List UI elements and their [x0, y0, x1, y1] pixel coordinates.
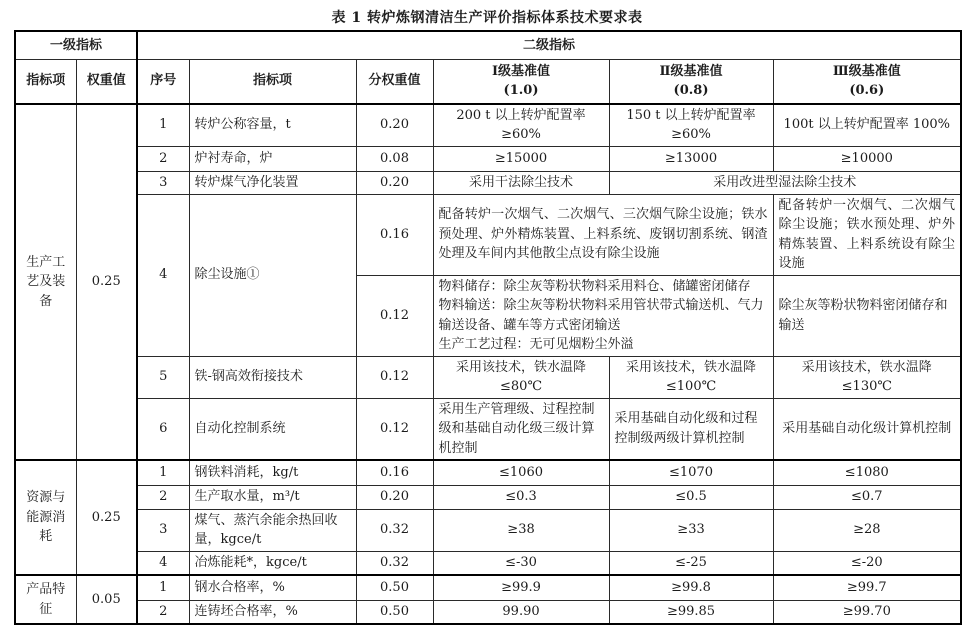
grade3-value-cell: ≥99.7	[773, 575, 961, 600]
grade1-value-cell: ≤-30	[433, 551, 609, 575]
item-cell: 生产取水量，m³/t	[189, 485, 356, 509]
item-cell: 自动化控制系统	[189, 398, 356, 460]
seq-cell: 5	[137, 356, 189, 398]
table-row	[15, 485, 961, 509]
col-header-subweight: 分权重值	[356, 59, 433, 104]
grade3-value-cell: ≤-20	[773, 551, 961, 575]
table-row	[15, 398, 961, 460]
header-row-1	[15, 31, 961, 59]
grade1-value-cell: ≤1060	[433, 460, 609, 485]
subweight-cell: 0.12	[356, 275, 433, 356]
col-header-grade3	[773, 59, 961, 104]
grade2-value-cell: ≤-25	[609, 551, 773, 575]
seq-cell: 2	[137, 146, 189, 171]
grade23-merged-value-cell: 采用改进型湿法除尘技术	[609, 171, 961, 194]
grade1-value-cell: 200 t 以上转炉配置率≥60%	[433, 104, 609, 147]
process-line: 生产工艺过程：无可见烟粉尘外溢	[438, 337, 634, 352]
section3-name-cell: 产品特征	[15, 575, 76, 624]
subweight-cell: 0.50	[356, 600, 433, 624]
grade2-value-cell: 采用该技术，铁水温降≤100℃	[609, 356, 773, 398]
seq-cell: 2	[137, 485, 189, 509]
item-cell: 钢水合格率，%	[189, 575, 356, 600]
section2-name-cell: 资源与能源消耗	[15, 460, 76, 575]
section2-weight-cell: 0.25	[76, 460, 137, 575]
grade3-value-cell: ≥28	[773, 509, 961, 551]
item-cell: 冶炼能耗*，kgce/t	[189, 551, 356, 575]
item-cell: 除尘设施①	[189, 194, 356, 356]
grade2-weight: (0.8)	[673, 83, 709, 98]
item-cell: 钢铁料消耗，kg/t	[189, 460, 356, 485]
grade1-weight: (1.0)	[503, 83, 539, 98]
grade1-value-cell: ≥38	[433, 509, 609, 551]
level1-header: 一级指标	[15, 31, 137, 59]
level2-header: 二级指标	[137, 31, 961, 59]
subweight-cell: 0.12	[356, 356, 433, 398]
subweight-cell: 0.16	[356, 460, 433, 485]
grade1-value-cell: 采用干法除尘技术	[433, 171, 609, 194]
col-header-item2: 指标项	[189, 59, 356, 104]
material-transport-line: 物料输送：除尘灰等粉状物料采用管状带式输送机、气力输送设备、罐车等方式密闭输送	[438, 298, 764, 333]
col-header-weight1: 权重值	[76, 59, 137, 104]
seq-cell: 3	[137, 171, 189, 194]
table-row	[15, 575, 961, 600]
seq-cell: 1	[137, 460, 189, 485]
item-cell: 煤气、蒸汽余能余热回收量，kgce/t	[189, 509, 356, 551]
header-row-2	[15, 59, 961, 104]
table-row	[15, 104, 961, 147]
table-row	[15, 194, 961, 275]
grade3-value-cell: ≤1080	[773, 460, 961, 485]
grade3-label: Ⅲ级基准值	[832, 63, 901, 79]
table-row	[15, 551, 961, 575]
seq-cell: 3	[137, 509, 189, 551]
seq-cell: 4	[137, 551, 189, 575]
subweight-cell: 0.08	[356, 146, 433, 171]
section3-weight-cell: 0.05	[76, 575, 137, 624]
seq-cell: 4	[137, 194, 189, 356]
table-row	[15, 171, 961, 194]
grade3-value-cell: ≤0.7	[773, 485, 961, 509]
grade1-value-cell: 99.90	[433, 600, 609, 624]
grade2-value-cell: ≥99.85	[609, 600, 773, 624]
table-title: 表 1 转炉炼钢清洁生产评价指标体系技术要求表	[331, 10, 643, 26]
subweight-cell: 0.50	[356, 575, 433, 600]
grade12-merged-value-cell: 配备转炉一次烟气、二次烟气、三次烟气除尘设施；铁水预处理、炉外精炼装置、上料系统、废钢切割系统、钢渣处理及车间内其他散尘点设有除尘设施	[433, 194, 773, 275]
grade1-value-cell: 采用生产管理级、过程控制级和基础自动化级三级计算机控制	[433, 398, 609, 460]
grade2-value-cell: ≥33	[609, 509, 773, 551]
indicator-table	[14, 30, 962, 625]
grade2-label: Ⅱ级基准值	[659, 63, 723, 79]
grade12-merged-value-cell	[433, 275, 773, 356]
subweight-cell: 0.16	[356, 194, 433, 275]
section1-weight-cell: 0.25	[76, 104, 137, 461]
grade2-value-cell: 150 t 以上转炉配置率≥60%	[609, 104, 773, 147]
grade3-value-cell: 100t 以上转炉配置率 100%	[773, 104, 961, 147]
grade2-value-cell: ≤0.5	[609, 485, 773, 509]
grade3-value-cell: 采用基础自动化级计算机控制	[773, 398, 961, 460]
seq-cell: 1	[137, 575, 189, 600]
table-row	[15, 146, 961, 171]
grade1-value-cell: ≥99.9	[433, 575, 609, 600]
grade3-value-cell: ≥10000	[773, 146, 961, 171]
table-row	[15, 600, 961, 624]
subweight-cell: 0.20	[356, 171, 433, 194]
grade2-value-cell: ≤1070	[609, 460, 773, 485]
grade1-label: Ⅰ级基准值	[491, 63, 551, 79]
col-header-seq: 序号	[137, 59, 189, 104]
subweight-cell: 0.20	[356, 485, 433, 509]
grade3-value-cell: 配备转炉一次烟气、二次烟气除尘设施；铁水预处理、炉外精炼装置、上料系统设有除尘设施	[773, 194, 961, 275]
grade3-weight: (0.6)	[849, 83, 885, 98]
item-cell: 连铸坯合格率，%	[189, 600, 356, 624]
grade1-value-cell: ≤0.3	[433, 485, 609, 509]
grade2-value-cell: ≥13000	[609, 146, 773, 171]
grade1-value-cell: ≥15000	[433, 146, 609, 171]
material-storage-line: 物料储存：除尘灰等粉状物料采用料仓、储罐密闭储存	[438, 278, 751, 294]
section1-name-cell: 生产工艺及装备	[15, 104, 76, 461]
seq-cell: 1	[137, 104, 189, 147]
subweight-cell: 0.32	[356, 509, 433, 551]
grade2-value-cell: ≥99.8	[609, 575, 773, 600]
table-row	[15, 460, 961, 485]
subweight-cell: 0.32	[356, 551, 433, 575]
item-cell: 转炉煤气净化装置	[189, 171, 356, 194]
grade3-value-cell: ≥99.70	[773, 600, 961, 624]
item-cell: 炉衬寿命，炉	[189, 146, 356, 171]
grade3-value-cell: 采用该技术，铁水温降≤130℃	[773, 356, 961, 398]
col-header-item1: 指标项	[15, 59, 76, 104]
table-row	[15, 509, 961, 551]
table-row	[15, 356, 961, 398]
seq-cell: 2	[137, 600, 189, 624]
grade1-value-cell: 采用该技术，铁水温降≤80℃	[433, 356, 609, 398]
grade3-value-cell: 除尘灰等粉状物料密闭储存和输送	[773, 275, 961, 356]
item-cell: 转炉公称容量，t	[189, 104, 356, 147]
item-cell: 铁-钢高效衔接技术	[189, 356, 356, 398]
seq-cell: 6	[137, 398, 189, 460]
subweight-cell: 0.20	[356, 104, 433, 147]
col-header-grade2	[609, 59, 773, 104]
grade2-value-cell: 采用基础自动化级和过程控制级两级计算机控制	[609, 398, 773, 460]
col-header-grade1	[433, 59, 609, 104]
subweight-cell: 0.12	[356, 398, 433, 460]
